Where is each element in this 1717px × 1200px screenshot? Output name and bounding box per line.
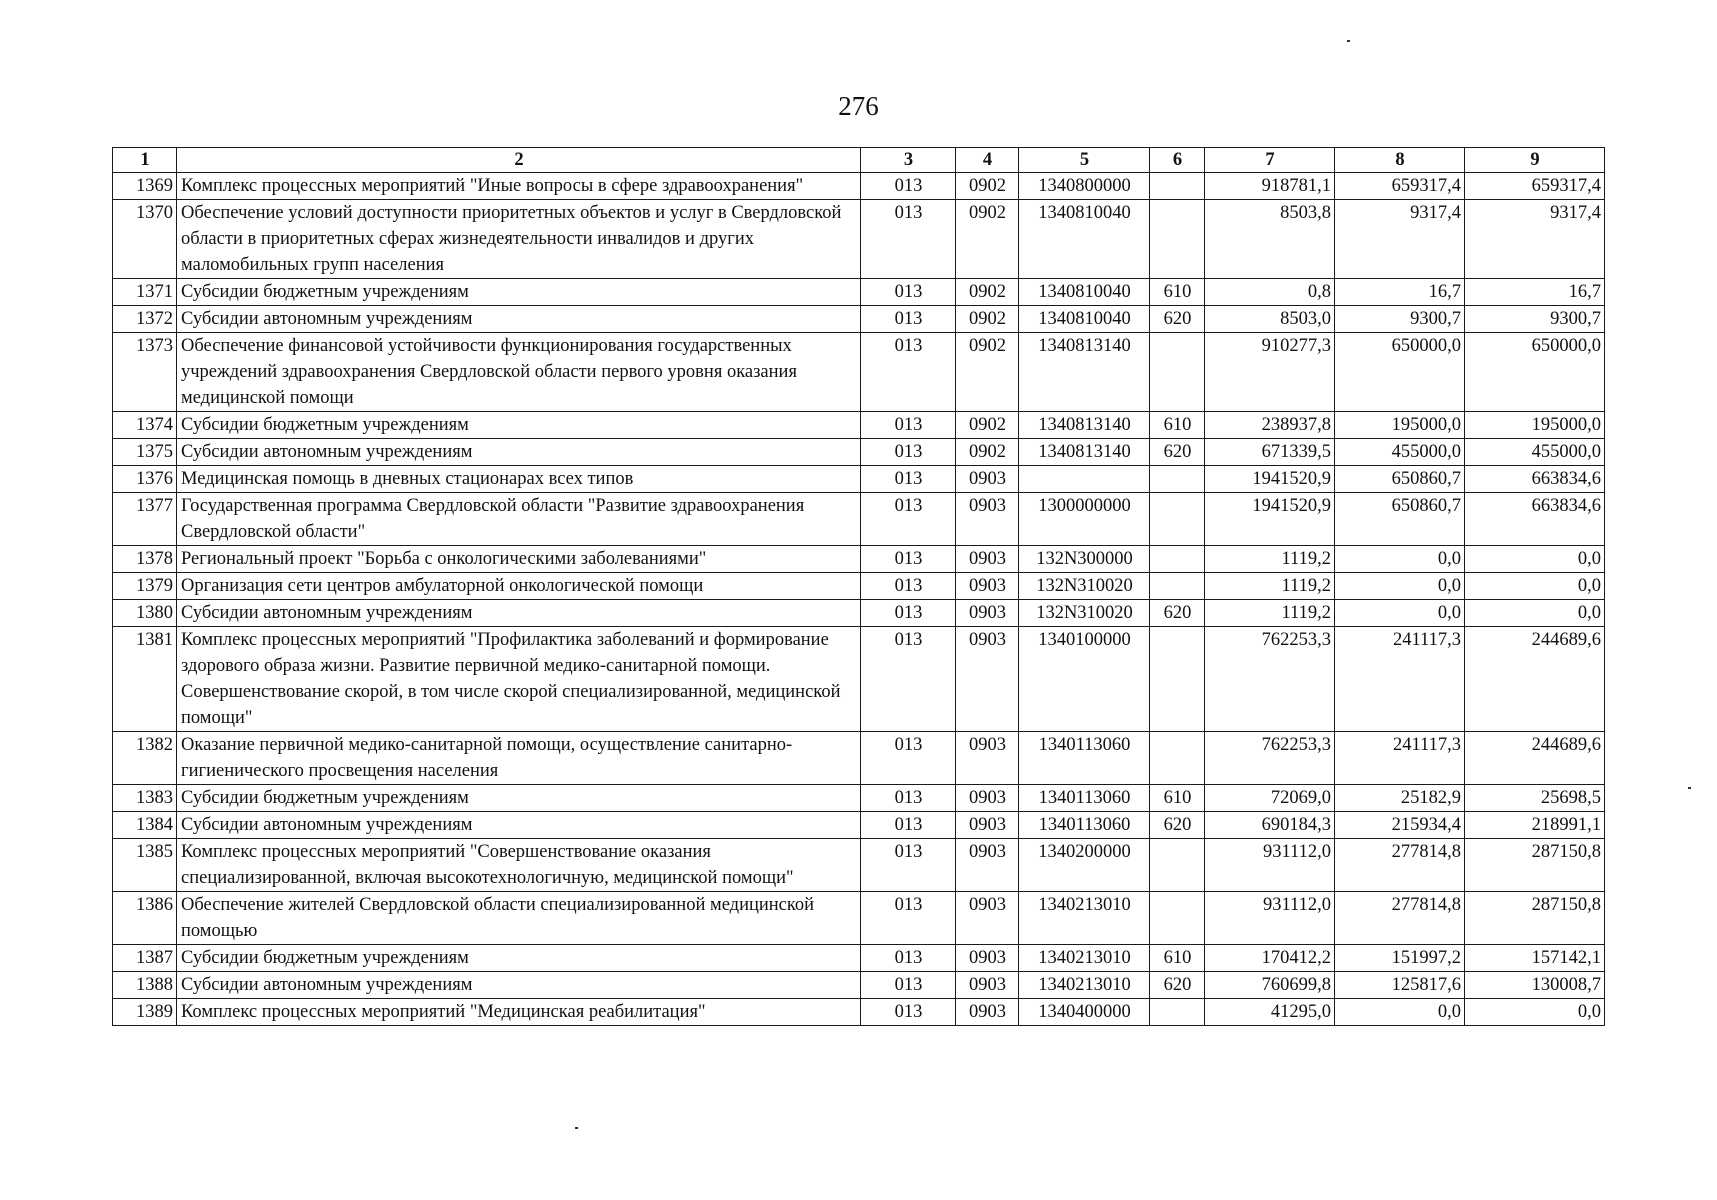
code-cell: 013 xyxy=(861,493,956,546)
table-row xyxy=(113,892,1605,945)
row-number-cell: 1377 xyxy=(113,493,177,546)
amount-cell: 0,8 xyxy=(1205,279,1335,306)
section-cell: 0902 xyxy=(956,173,1019,200)
amount-cell: 650860,7 xyxy=(1335,466,1465,493)
code-cell: 013 xyxy=(861,812,956,839)
scan-speck xyxy=(1688,787,1691,789)
amount-cell: 762253,3 xyxy=(1205,627,1335,732)
amount-cell: 238937,8 xyxy=(1205,412,1335,439)
amount-cell: 0,0 xyxy=(1335,573,1465,600)
expense-type-cell xyxy=(1150,200,1205,279)
table-row xyxy=(113,945,1605,972)
amount-cell: 931112,0 xyxy=(1205,892,1335,945)
amount-cell: 760699,8 xyxy=(1205,972,1335,999)
amount-cell: 244689,6 xyxy=(1465,732,1605,785)
section-cell: 0903 xyxy=(956,945,1019,972)
column-header: 2 xyxy=(177,148,861,173)
table-row xyxy=(113,972,1605,999)
amount-cell: 455000,0 xyxy=(1335,439,1465,466)
amount-cell: 215934,4 xyxy=(1335,812,1465,839)
expense-type-cell: 620 xyxy=(1150,972,1205,999)
item-name-cell: Обеспечение финансовой устойчивости функционирования государственных учреждений здравоохранения Свердловской области первого уровня оказания медицинской помощи xyxy=(177,333,861,412)
target-article-cell: 1340113060 xyxy=(1019,732,1150,785)
expense-type-cell xyxy=(1150,892,1205,945)
section-cell: 0902 xyxy=(956,439,1019,466)
code-cell: 013 xyxy=(861,627,956,732)
section-cell: 0903 xyxy=(956,999,1019,1026)
expense-type-cell: 610 xyxy=(1150,279,1205,306)
target-article-cell: 1340113060 xyxy=(1019,812,1150,839)
code-cell: 013 xyxy=(861,546,956,573)
item-name-cell: Оказание первичной медико-санитарной помощи, осуществление санитарно-гигиенического просвещения населения xyxy=(177,732,861,785)
expense-type-cell: 620 xyxy=(1150,812,1205,839)
row-number-cell: 1389 xyxy=(113,999,177,1026)
amount-cell: 8503,8 xyxy=(1205,200,1335,279)
target-article-cell: 1340810040 xyxy=(1019,200,1150,279)
scan-speck xyxy=(575,1127,578,1129)
expense-type-cell: 620 xyxy=(1150,439,1205,466)
code-cell: 013 xyxy=(861,785,956,812)
item-name-cell: Комплекс процессных мероприятий "Профилактика заболеваний и формирование здорового образа жизни. Развитие первичной медико-санитарной помощи. Совершенствование скорой, в том числе скорой специализированной, медицинской помощи" xyxy=(177,627,861,732)
expense-type-cell: 610 xyxy=(1150,412,1205,439)
section-cell: 0903 xyxy=(956,466,1019,493)
target-article-cell: 1340813140 xyxy=(1019,412,1150,439)
amount-cell: 241117,3 xyxy=(1335,732,1465,785)
amount-cell: 244689,6 xyxy=(1465,627,1605,732)
target-article-cell: 132N310020 xyxy=(1019,600,1150,627)
row-number-cell: 1375 xyxy=(113,439,177,466)
code-cell: 013 xyxy=(861,200,956,279)
expense-type-cell xyxy=(1150,627,1205,732)
item-name-cell: Субсидии автономным учреждениям xyxy=(177,306,861,333)
amount-cell: 1119,2 xyxy=(1205,600,1335,627)
target-article-cell: 1340800000 xyxy=(1019,173,1150,200)
expense-type-cell xyxy=(1150,546,1205,573)
item-name-cell: Комплекс процессных мероприятий "Иные вопросы в сфере здравоохранения" xyxy=(177,173,861,200)
column-header: 3 xyxy=(861,148,956,173)
amount-cell: 72069,0 xyxy=(1205,785,1335,812)
amount-cell: 151997,2 xyxy=(1335,945,1465,972)
section-cell: 0903 xyxy=(956,972,1019,999)
item-name-cell: Государственная программа Свердловской области "Развитие здравоохранения Свердловской области" xyxy=(177,493,861,546)
amount-cell: 195000,0 xyxy=(1465,412,1605,439)
amount-cell: 762253,3 xyxy=(1205,732,1335,785)
code-cell: 013 xyxy=(861,279,956,306)
item-name-cell: Медицинская помощь в дневных стационарах всех типов xyxy=(177,466,861,493)
amount-cell: 130008,7 xyxy=(1465,972,1605,999)
table-row xyxy=(113,466,1605,493)
expense-type-cell xyxy=(1150,839,1205,892)
expense-type-cell xyxy=(1150,732,1205,785)
expense-type-cell xyxy=(1150,999,1205,1026)
target-article-cell xyxy=(1019,466,1150,493)
section-cell: 0903 xyxy=(956,493,1019,546)
table-row xyxy=(113,200,1605,279)
table-row xyxy=(113,732,1605,785)
column-header: 7 xyxy=(1205,148,1335,173)
amount-cell: 125817,6 xyxy=(1335,972,1465,999)
table-row xyxy=(113,493,1605,546)
amount-cell: 1119,2 xyxy=(1205,573,1335,600)
row-number-cell: 1385 xyxy=(113,839,177,892)
item-name-cell: Субсидии автономным учреждениям xyxy=(177,812,861,839)
table-header-row xyxy=(113,148,1605,173)
item-name-cell: Субсидии бюджетным учреждениям xyxy=(177,945,861,972)
table-row xyxy=(113,412,1605,439)
amount-cell: 663834,6 xyxy=(1465,466,1605,493)
item-name-cell: Комплекс процессных мероприятий "Медицинская реабилитация" xyxy=(177,999,861,1026)
section-cell: 0903 xyxy=(956,732,1019,785)
row-number-cell: 1382 xyxy=(113,732,177,785)
expense-type-cell: 610 xyxy=(1150,945,1205,972)
column-header: 5 xyxy=(1019,148,1150,173)
target-article-cell: 1340113060 xyxy=(1019,785,1150,812)
item-name-cell: Обеспечение жителей Свердловской области специализированной медицинской помощью xyxy=(177,892,861,945)
amount-cell: 0,0 xyxy=(1465,999,1605,1026)
amount-cell: 690184,3 xyxy=(1205,812,1335,839)
item-name-cell: Субсидии автономным учреждениям xyxy=(177,439,861,466)
amount-cell: 241117,3 xyxy=(1335,627,1465,732)
row-number-cell: 1386 xyxy=(113,892,177,945)
amount-cell: 0,0 xyxy=(1465,600,1605,627)
code-cell: 013 xyxy=(861,173,956,200)
target-article-cell: 1340213010 xyxy=(1019,972,1150,999)
code-cell: 013 xyxy=(861,972,956,999)
table-row xyxy=(113,812,1605,839)
target-article-cell: 1340100000 xyxy=(1019,627,1150,732)
amount-cell: 25182,9 xyxy=(1335,785,1465,812)
section-cell: 0902 xyxy=(956,306,1019,333)
expense-type-cell xyxy=(1150,573,1205,600)
amount-cell: 659317,4 xyxy=(1465,173,1605,200)
row-number-cell: 1387 xyxy=(113,945,177,972)
table-row xyxy=(113,546,1605,573)
amount-cell: 1119,2 xyxy=(1205,546,1335,573)
target-article-cell: 132N300000 xyxy=(1019,546,1150,573)
item-name-cell: Организация сети центров амбулаторной онкологической помощи xyxy=(177,573,861,600)
row-number-cell: 1388 xyxy=(113,972,177,999)
code-cell: 013 xyxy=(861,439,956,466)
section-cell: 0903 xyxy=(956,839,1019,892)
section-cell: 0902 xyxy=(956,279,1019,306)
row-number-cell: 1372 xyxy=(113,306,177,333)
expense-type-cell: 620 xyxy=(1150,306,1205,333)
code-cell: 013 xyxy=(861,412,956,439)
amount-cell: 9300,7 xyxy=(1335,306,1465,333)
table-row xyxy=(113,573,1605,600)
expense-type-cell: 620 xyxy=(1150,600,1205,627)
expense-type-cell xyxy=(1150,333,1205,412)
row-number-cell: 1379 xyxy=(113,573,177,600)
section-cell: 0903 xyxy=(956,892,1019,945)
item-name-cell: Субсидии бюджетным учреждениям xyxy=(177,279,861,306)
scan-speck xyxy=(1347,40,1350,42)
budget-table xyxy=(112,147,1605,1026)
item-name-cell: Комплекс процессных мероприятий "Совершенствование оказания специализированной, включая высокотехнологичную, медицинской помощи" xyxy=(177,839,861,892)
amount-cell: 663834,6 xyxy=(1465,493,1605,546)
page-number: 276 xyxy=(838,91,879,121)
table-row xyxy=(113,279,1605,306)
amount-cell: 650000,0 xyxy=(1465,333,1605,412)
row-number-cell: 1378 xyxy=(113,546,177,573)
expense-type-cell: 610 xyxy=(1150,785,1205,812)
target-article-cell: 1340813140 xyxy=(1019,439,1150,466)
expense-type-cell xyxy=(1150,466,1205,493)
column-header: 1 xyxy=(113,148,177,173)
amount-cell: 287150,8 xyxy=(1465,892,1605,945)
row-number-cell: 1380 xyxy=(113,600,177,627)
row-number-cell: 1376 xyxy=(113,466,177,493)
amount-cell: 9317,4 xyxy=(1465,200,1605,279)
target-article-cell: 1340813140 xyxy=(1019,333,1150,412)
code-cell: 013 xyxy=(861,732,956,785)
amount-cell: 931112,0 xyxy=(1205,839,1335,892)
amount-cell: 157142,1 xyxy=(1465,945,1605,972)
amount-cell: 0,0 xyxy=(1465,546,1605,573)
amount-cell: 671339,5 xyxy=(1205,439,1335,466)
row-number-cell: 1384 xyxy=(113,812,177,839)
amount-cell: 0,0 xyxy=(1465,573,1605,600)
amount-cell: 650000,0 xyxy=(1335,333,1465,412)
amount-cell: 9317,4 xyxy=(1335,200,1465,279)
amount-cell: 287150,8 xyxy=(1465,839,1605,892)
target-article-cell: 1340400000 xyxy=(1019,999,1150,1026)
table-row xyxy=(113,439,1605,466)
amount-cell: 16,7 xyxy=(1465,279,1605,306)
amount-cell: 9300,7 xyxy=(1465,306,1605,333)
target-article-cell: 132N310020 xyxy=(1019,573,1150,600)
item-name-cell: Субсидии автономным учреждениям xyxy=(177,972,861,999)
amount-cell: 8503,0 xyxy=(1205,306,1335,333)
amount-cell: 0,0 xyxy=(1335,600,1465,627)
column-header: 8 xyxy=(1335,148,1465,173)
code-cell: 013 xyxy=(861,839,956,892)
section-cell: 0903 xyxy=(956,812,1019,839)
amount-cell: 277814,8 xyxy=(1335,839,1465,892)
section-cell: 0903 xyxy=(956,573,1019,600)
amount-cell: 918781,1 xyxy=(1205,173,1335,200)
amount-cell: 16,7 xyxy=(1335,279,1465,306)
amount-cell: 659317,4 xyxy=(1335,173,1465,200)
amount-cell: 25698,5 xyxy=(1465,785,1605,812)
row-number-cell: 1370 xyxy=(113,200,177,279)
column-header: 9 xyxy=(1465,148,1605,173)
table-row xyxy=(113,627,1605,732)
code-cell: 013 xyxy=(861,333,956,412)
section-cell: 0902 xyxy=(956,200,1019,279)
target-article-cell: 1300000000 xyxy=(1019,493,1150,546)
item-name-cell: Субсидии бюджетным учреждениям xyxy=(177,785,861,812)
table-row xyxy=(113,600,1605,627)
expense-type-cell xyxy=(1150,173,1205,200)
amount-cell: 218991,1 xyxy=(1465,812,1605,839)
section-cell: 0903 xyxy=(956,627,1019,732)
table-row xyxy=(113,785,1605,812)
row-number-cell: 1373 xyxy=(113,333,177,412)
section-cell: 0902 xyxy=(956,412,1019,439)
target-article-cell: 1340810040 xyxy=(1019,279,1150,306)
target-article-cell: 1340213010 xyxy=(1019,945,1150,972)
row-number-cell: 1381 xyxy=(113,627,177,732)
column-header: 6 xyxy=(1150,148,1205,173)
amount-cell: 1941520,9 xyxy=(1205,493,1335,546)
amount-cell: 455000,0 xyxy=(1465,439,1605,466)
amount-cell: 0,0 xyxy=(1335,546,1465,573)
column-header: 4 xyxy=(956,148,1019,173)
code-cell: 013 xyxy=(861,945,956,972)
target-article-cell: 1340213010 xyxy=(1019,892,1150,945)
code-cell: 013 xyxy=(861,999,956,1026)
section-cell: 0903 xyxy=(956,785,1019,812)
table-body xyxy=(113,173,1605,1026)
item-name-cell: Субсидии автономным учреждениям xyxy=(177,600,861,627)
table-row xyxy=(113,306,1605,333)
amount-cell: 195000,0 xyxy=(1335,412,1465,439)
row-number-cell: 1383 xyxy=(113,785,177,812)
item-name-cell: Обеспечение условий доступности приоритетных объектов и услуг в Свердловской области в приоритетных сферах жизнедеятельности инвалидов и других маломобильных групп населения xyxy=(177,200,861,279)
amount-cell: 910277,3 xyxy=(1205,333,1335,412)
target-article-cell: 1340200000 xyxy=(1019,839,1150,892)
code-cell: 013 xyxy=(861,892,956,945)
target-article-cell: 1340810040 xyxy=(1019,306,1150,333)
section-cell: 0902 xyxy=(956,333,1019,412)
amount-cell: 277814,8 xyxy=(1335,892,1465,945)
section-cell: 0903 xyxy=(956,600,1019,627)
code-cell: 013 xyxy=(861,600,956,627)
amount-cell: 170412,2 xyxy=(1205,945,1335,972)
code-cell: 013 xyxy=(861,306,956,333)
amount-cell: 41295,0 xyxy=(1205,999,1335,1026)
row-number-cell: 1374 xyxy=(113,412,177,439)
amount-cell: 1941520,9 xyxy=(1205,466,1335,493)
table-row xyxy=(113,999,1605,1026)
amount-cell: 650860,7 xyxy=(1335,493,1465,546)
expense-type-cell xyxy=(1150,493,1205,546)
code-cell: 013 xyxy=(861,573,956,600)
item-name-cell: Региональный проект "Борьба с онкологическими заболеваниями" xyxy=(177,546,861,573)
item-name-cell: Субсидии бюджетным учреждениям xyxy=(177,412,861,439)
table-row xyxy=(113,333,1605,412)
section-cell: 0903 xyxy=(956,546,1019,573)
code-cell: 013 xyxy=(861,466,956,493)
row-number-cell: 1369 xyxy=(113,173,177,200)
table-row xyxy=(113,173,1605,200)
amount-cell: 0,0 xyxy=(1335,999,1465,1026)
row-number-cell: 1371 xyxy=(113,279,177,306)
table-row xyxy=(113,839,1605,892)
